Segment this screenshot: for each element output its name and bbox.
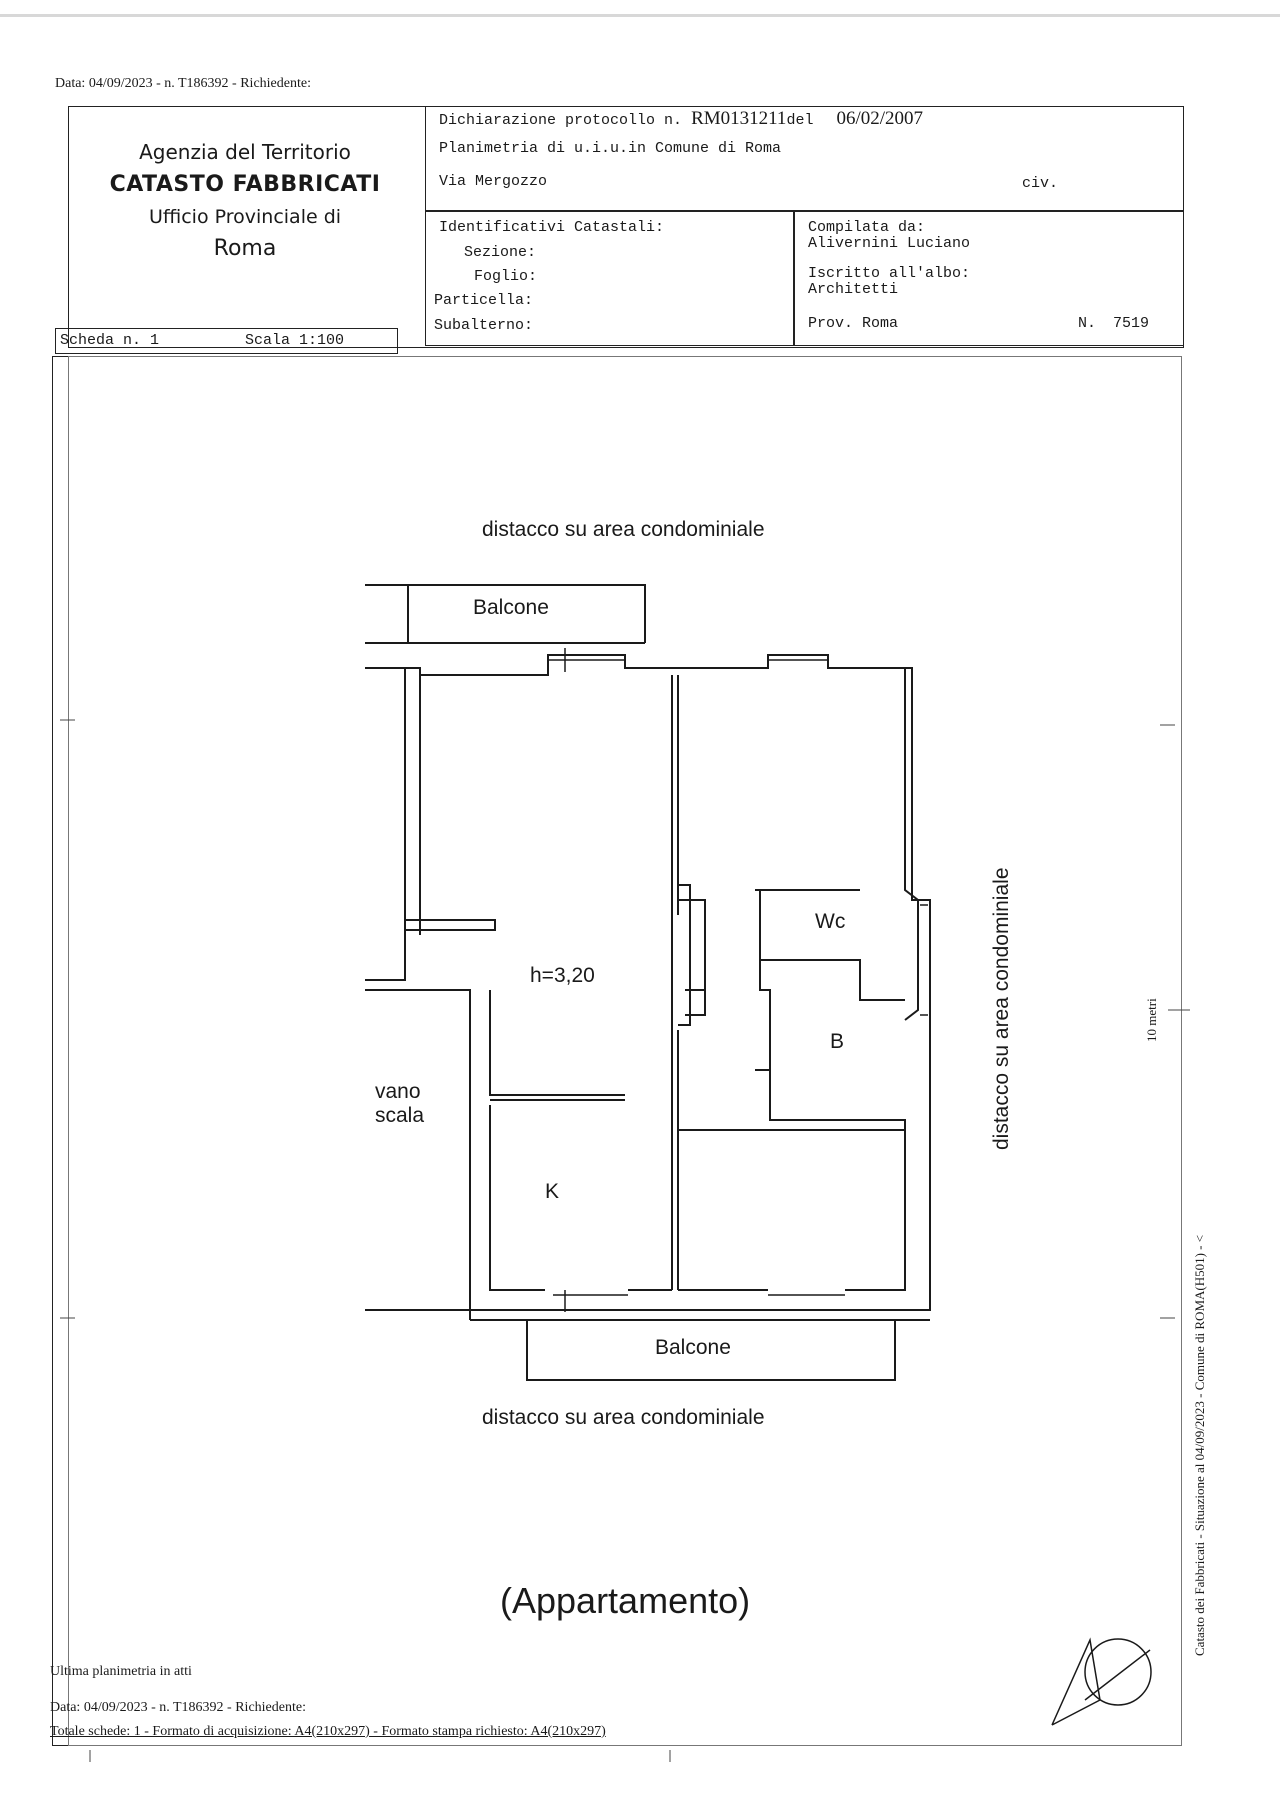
north-compass [1052,1639,1151,1725]
planimetry-line: Planimetria di u.i.u.in Comune di Roma [439,140,782,157]
subalterno-label: Subalterno: [434,317,534,334]
k-label: K [545,1180,560,1203]
footer-data-line: Data: 04/09/2023 - n. T186392 - Richiedente: [50,1700,306,1715]
height-label: h=3,20 [530,964,595,987]
del-label: del [786,112,814,129]
b-label: B [830,1030,845,1053]
address-line: Via Mergozzo [439,173,548,190]
declaration-prefix: Dichiarazione protocollo n. [439,112,683,129]
ufficio-label: Ufficio Provinciale di [148,206,342,228]
footer-totale-line: Totale schede: 1 - Formato di acquisizione: A4(210x297) - Formato stampa richiesto: A4(210x297) [50,1724,606,1739]
top-print-line: Data: 04/09/2023 - n. T186392 - Richiedente: [55,76,311,91]
wc-label: Wc [815,910,846,933]
catasto-title: CATASTO FABBRICATI [109,172,381,197]
sezione-label: Sezione: [464,244,537,261]
protocol-number: RM0131211 [691,108,787,129]
side-stamp: Catasto dei Fabbricati - Situazione al 04/09/2023 - Comune di ROMA(H501) - < [1192,1234,1207,1656]
unit-type-label: (Appartamento) [500,1580,751,1621]
scheda-label: Scheda n. 1 [60,332,160,349]
scala-stair-label: scala [375,1104,425,1127]
iscritto-label: Iscritto all'albo: [808,265,971,282]
iscritto-value: Architetti [808,281,899,298]
scala-label: Scala 1:100 [245,332,345,349]
prov-label: Prov. Roma [808,315,899,332]
civ-label: civ. [1022,175,1059,192]
balcone-top-label: Balcone [473,596,549,619]
vano-label: vano [375,1080,421,1103]
compilata-label: Compilata da: [808,219,926,236]
particella-label: Particella: [434,292,534,309]
distacco-top-label: distacco su area condominiale [482,518,765,541]
num-value: 7519 [1113,315,1150,332]
city-label: Roma [213,236,277,261]
compilata-name: Alivernini Luciano [808,235,971,252]
protocol-date: 06/02/2007 [836,108,924,129]
distacco-bottom-label: distacco su area condominiale [482,1406,765,1429]
ultima-planimetria: Ultima planimetria in atti [50,1664,192,1679]
balcone-bottom-label: Balcone [655,1336,731,1359]
distacco-right-label: distacco su area condominiale [990,867,1013,1150]
foglio-label: Foglio: [474,268,538,285]
ident-title: Identificativi Catastali: [439,219,665,236]
agency-name: Agenzia del Territorio [139,140,351,164]
num-label: N. [1078,315,1097,332]
scale-bar-label: 10 metri [1144,998,1159,1042]
